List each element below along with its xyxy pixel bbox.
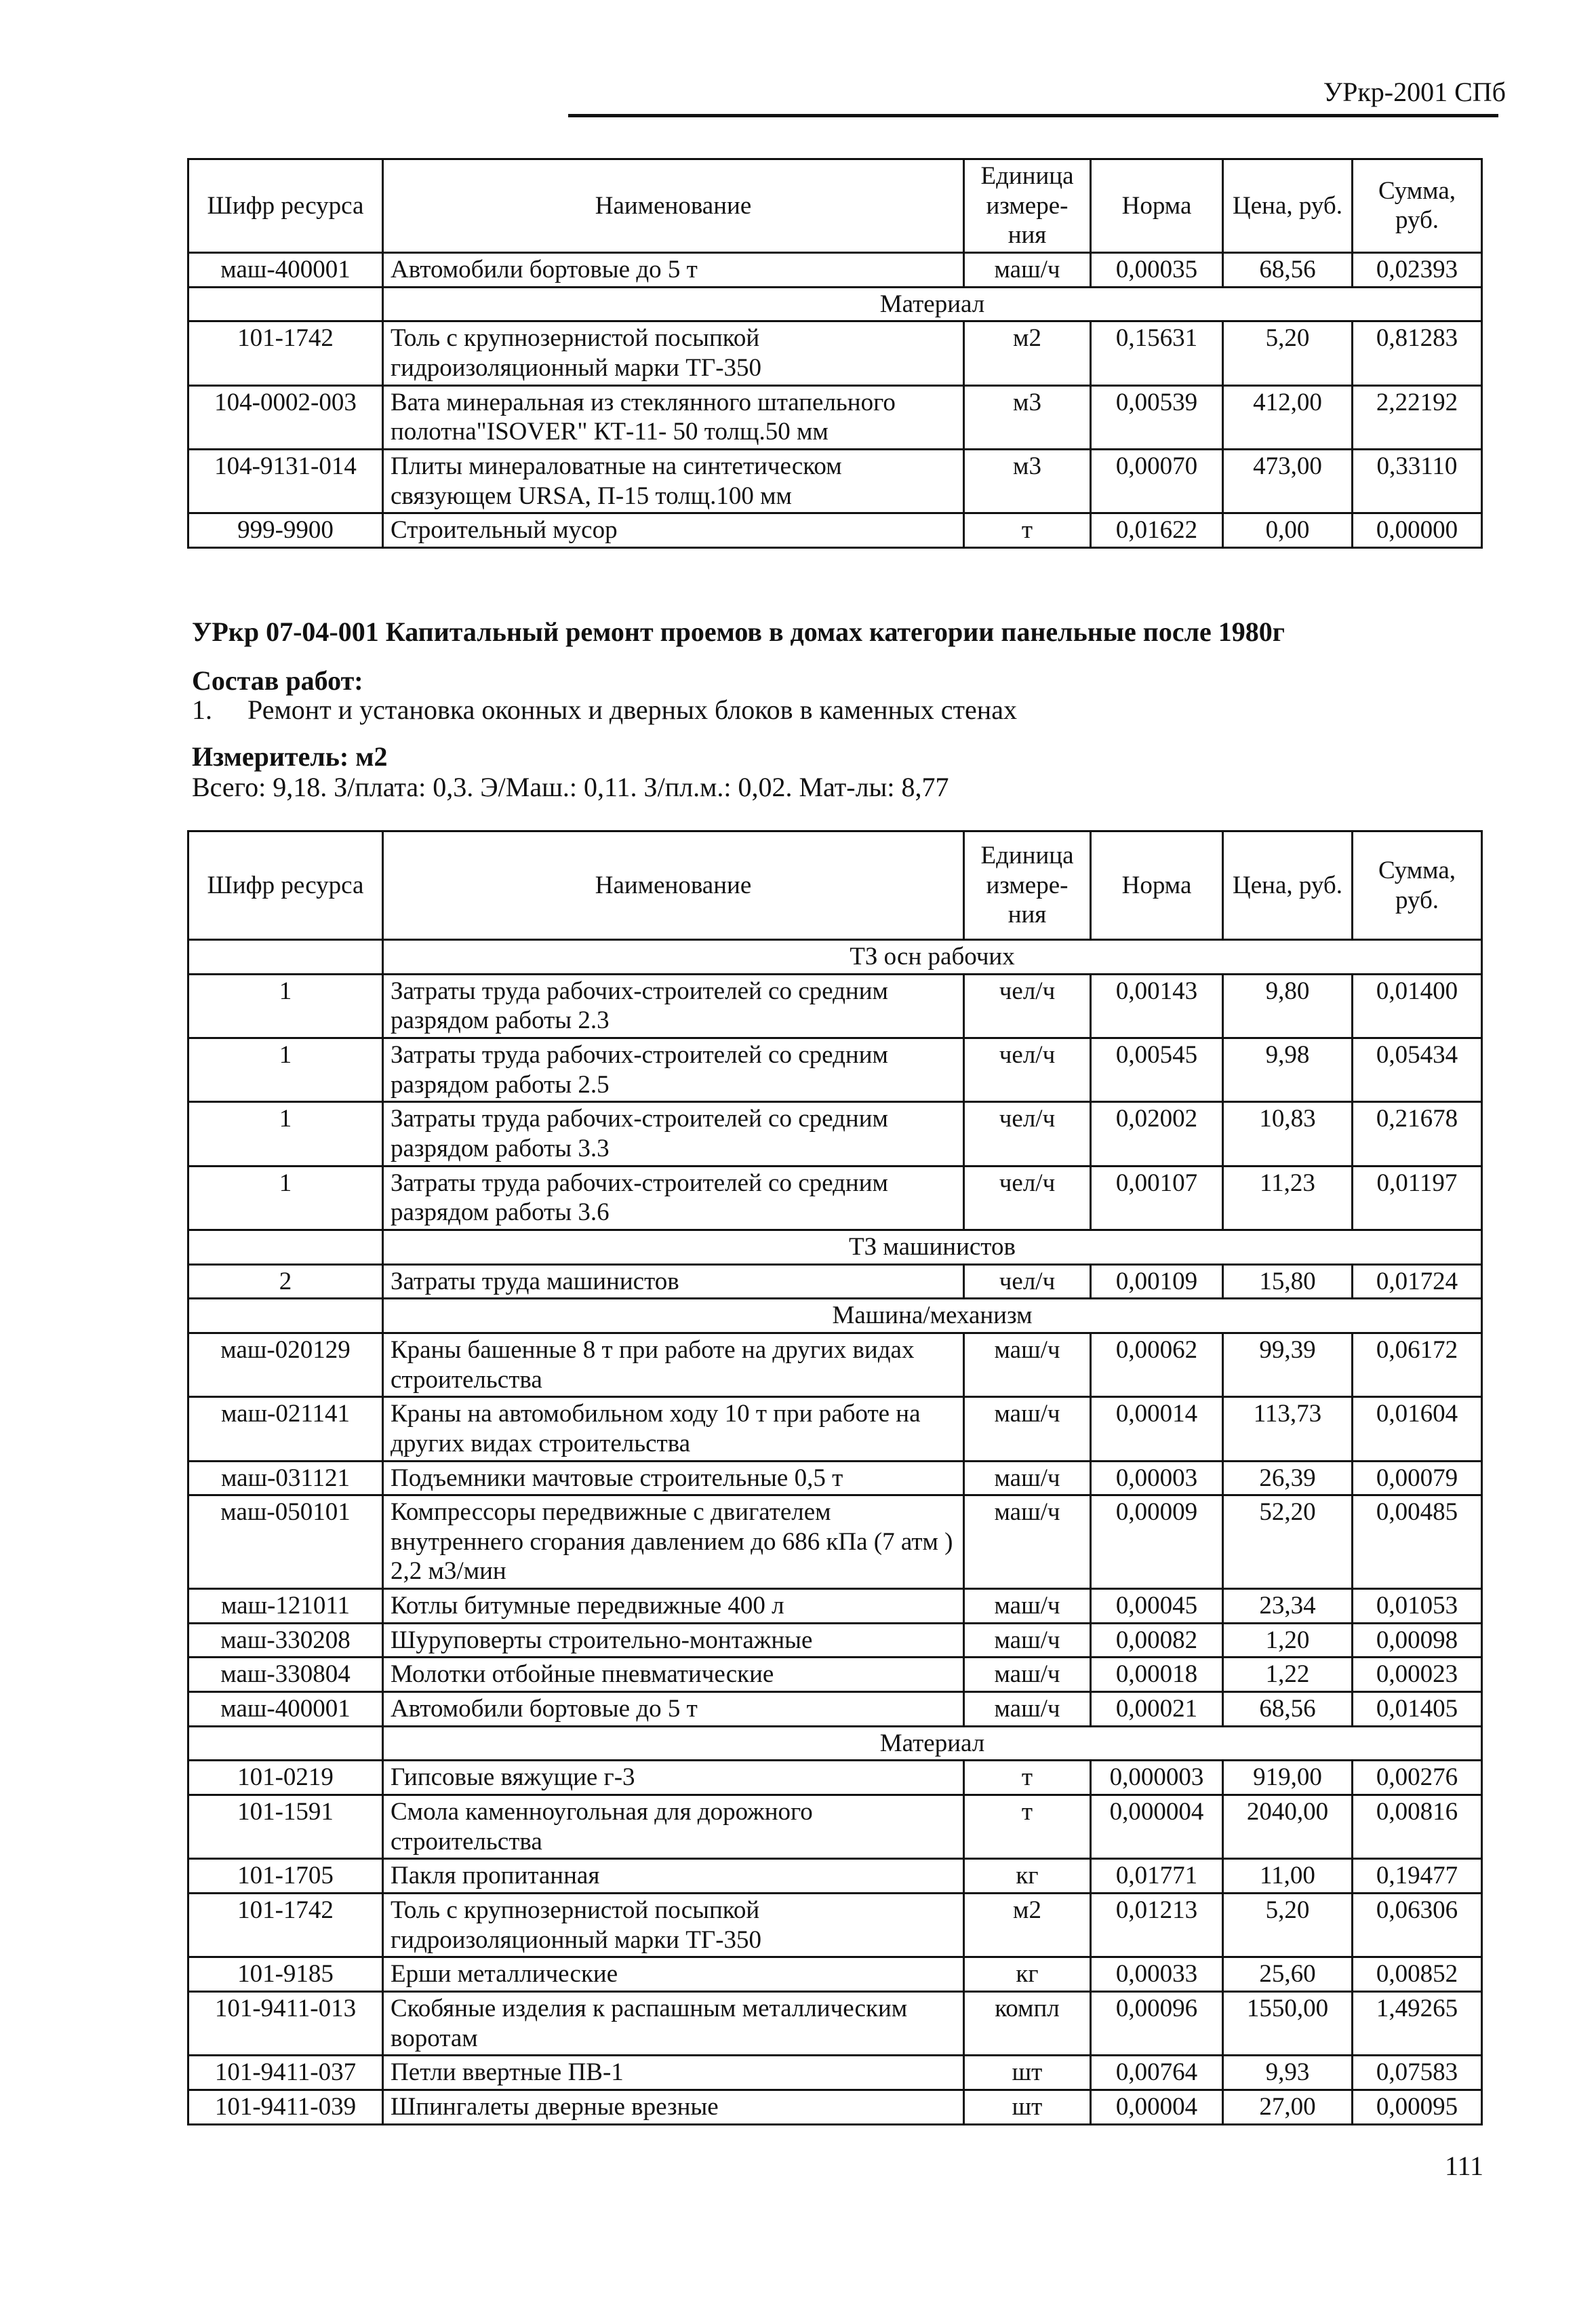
cell-sum: 0,01400 [1353, 974, 1482, 1038]
cell-sum: 0,01053 [1353, 1589, 1482, 1624]
cell-name: Вата минеральная из стеклянного штапельного полотна"ISOVER" КТ-11- 50 толщ.50 мм [383, 385, 964, 449]
table-row [188, 2090, 1482, 2124]
cell-norm: 0,00004 [1091, 2090, 1223, 2124]
col-header-norm: Норма [1091, 159, 1223, 253]
table-row [188, 1264, 1482, 1299]
cell-sum: 2,22192 [1353, 385, 1482, 449]
table-row [188, 1589, 1482, 1624]
cell-code: маш-050101 [188, 1495, 383, 1589]
cell-norm: 0,00033 [1091, 1957, 1223, 1992]
cell-code: маш-121011 [188, 1589, 383, 1624]
cell-norm: 0,00045 [1091, 1589, 1223, 1624]
cell-unit: маш/ч [964, 1333, 1091, 1396]
cell-price: 68,56 [1223, 1692, 1353, 1727]
cell-name: Толь с крупнозернистой посыпкой гидроизоляционный марки ТГ-350 [383, 321, 964, 385]
cell-price: 5,20 [1223, 321, 1353, 385]
cell-price: 1,20 [1223, 1623, 1353, 1658]
cell-name: Затраты труда рабочих-строителей со средним разрядом работы 2.5 [383, 1038, 964, 1101]
cell-sum: 0,00816 [1353, 1795, 1482, 1859]
cell-unit: чел/ч [964, 1166, 1091, 1230]
cell-norm: 0,00003 [1091, 1461, 1223, 1495]
cell-name: Краны на автомобильном ходу 10 т при работе на других видах строительства [383, 1397, 964, 1461]
cell-name: Шпингалеты дверные врезные [383, 2090, 964, 2124]
section-blank-cell [188, 1299, 383, 1333]
cell-code: 101-9411-013 [188, 1992, 383, 2056]
cell-name: Гипсовые вяжущие г-3 [383, 1761, 964, 1795]
cell-unit: м3 [964, 449, 1091, 513]
cell-code: 101-9411-039 [188, 2090, 383, 2124]
cell-price: 26,39 [1223, 1461, 1353, 1495]
cell-name: Плиты минераловатные на синтетическом связующем URSA, П-15 толщ.100 мм [383, 449, 964, 513]
cell-sum: 0,05434 [1353, 1038, 1482, 1101]
cell-unit: компл [964, 1992, 1091, 2056]
cell-unit: м2 [964, 321, 1091, 385]
cell-price: 99,39 [1223, 1333, 1353, 1396]
cell-unit: маш/ч [964, 1495, 1091, 1589]
cell-code: 999-9900 [188, 513, 383, 548]
cell-code: 104-9131-014 [188, 449, 383, 513]
work-item-number: 1. [192, 694, 212, 725]
cell-price: 919,00 [1223, 1761, 1353, 1795]
cell-sum: 0,07583 [1353, 2056, 1482, 2090]
table-row [188, 1795, 1482, 1859]
cell-norm: 0,00009 [1091, 1495, 1223, 1589]
cell-norm: 0,00062 [1091, 1333, 1223, 1396]
work-item [192, 694, 1017, 726]
cell-price: 9,93 [1223, 2056, 1353, 2090]
cell-code: маш-400001 [188, 252, 383, 287]
cell-unit: чел/ч [964, 1102, 1091, 1166]
table-row [188, 385, 1482, 449]
table-row [188, 1623, 1482, 1658]
cell-unit: маш/ч [964, 1589, 1091, 1624]
cell-price: 0,00 [1223, 513, 1353, 548]
col-header-code: Шифр ресурса [188, 159, 383, 253]
table-row [188, 1461, 1482, 1495]
cell-price: 11,23 [1223, 1166, 1353, 1230]
cell-sum: 0,33110 [1353, 449, 1482, 513]
cell-code: 101-9185 [188, 1957, 383, 1992]
cell-name: Котлы битумные передвижные 400 л [383, 1589, 964, 1624]
table-row [188, 252, 1482, 287]
cell-unit: чел/ч [964, 1264, 1091, 1299]
section-title: УРкр 07-04-001 Капитальный ремонт проемов в домах категории панельные после 1980г [192, 616, 1285, 647]
table-row [188, 2056, 1482, 2090]
resource-table-2 [187, 830, 1483, 2125]
cell-norm: 0,01771 [1091, 1859, 1223, 1894]
cell-unit: маш/ч [964, 1397, 1091, 1461]
cell-norm: 0,00764 [1091, 2056, 1223, 2090]
col-header-sum: Сумма, руб. [1353, 831, 1482, 940]
cell-sum: 0,00852 [1353, 1957, 1482, 1992]
cell-code: 1 [188, 1038, 383, 1101]
section-blank-cell [188, 1726, 383, 1761]
cell-norm: 0,000003 [1091, 1761, 1223, 1795]
cell-name: Петли ввертные ПВ-1 [383, 2056, 964, 2090]
cell-norm: 0,00035 [1091, 252, 1223, 287]
col-header-sum: Сумма, руб. [1353, 159, 1482, 253]
page-number: 111 [1445, 2151, 1484, 2181]
cell-norm: 0,15631 [1091, 321, 1223, 385]
cell-sum: 0,00079 [1353, 1461, 1482, 1495]
cell-price: 15,80 [1223, 1264, 1353, 1299]
cell-norm: 0,00021 [1091, 1692, 1223, 1727]
document-code: УРкр-2001 СПб [1323, 77, 1506, 107]
cell-name: Ерши металлические [383, 1957, 964, 1992]
table-row [188, 513, 1482, 548]
cell-name: Краны башенные 8 т при работе на других видах строительства [383, 1333, 964, 1396]
cell-sum: 0,01724 [1353, 1264, 1482, 1299]
cell-norm: 0,01622 [1091, 513, 1223, 548]
cell-unit: маш/ч [964, 252, 1091, 287]
section-row [188, 1230, 1482, 1264]
cell-unit: маш/ч [964, 1692, 1091, 1727]
table-row [188, 1038, 1482, 1101]
cell-norm: 0,00014 [1091, 1397, 1223, 1461]
cell-norm: 0,00107 [1091, 1166, 1223, 1230]
cell-price: 11,00 [1223, 1859, 1353, 1894]
cell-code: 101-1742 [188, 321, 383, 385]
cell-name: Затраты труда рабочих-строителей со средним разрядом работы 3.3 [383, 1102, 964, 1166]
cell-norm: 0,00109 [1091, 1264, 1223, 1299]
cell-name: Толь с крупнозернистой посыпкой гидроизоляционный марки ТГ-350 [383, 1894, 964, 1957]
section-title: ТЗ машинистов [383, 1230, 1482, 1264]
cell-code: маш-020129 [188, 1333, 383, 1396]
cell-unit: чел/ч [964, 1038, 1091, 1101]
cell-sum: 0,06172 [1353, 1333, 1482, 1396]
cell-price: 10,83 [1223, 1102, 1353, 1166]
cell-code: 1 [188, 1102, 383, 1166]
col-header-unit: Единица измере-ния [964, 159, 1091, 253]
cell-unit: м3 [964, 385, 1091, 449]
cell-unit: маш/ч [964, 1623, 1091, 1658]
cell-sum: 0,01405 [1353, 1692, 1482, 1727]
totals-line: Всего: 9,18. З/плата: 0,3. Э/Маш.: 0,11. З/пл.м.: 0,02. Мат-лы: 8,77 [192, 772, 949, 802]
table-row [188, 1166, 1482, 1230]
cell-price: 473,00 [1223, 449, 1353, 513]
section-title: Материал [383, 287, 1482, 321]
cell-code: маш-400001 [188, 1692, 383, 1727]
cell-name: Подъемники мачтовые строительные 0,5 т [383, 1461, 964, 1495]
cell-code: 1 [188, 1166, 383, 1230]
cell-price: 9,98 [1223, 1038, 1353, 1101]
col-header-price: Цена, руб. [1223, 831, 1353, 940]
cell-name: Строительный мусор [383, 513, 964, 548]
cell-sum: 0,19477 [1353, 1859, 1482, 1894]
work-item-text: Ремонт и установка оконных и дверных блоков в каменных стенах [247, 694, 1017, 725]
cell-name: Скобяные изделия к распашным металлическим воротам [383, 1992, 964, 2056]
cell-code: маш-330208 [188, 1623, 383, 1658]
cell-name: Смола каменноугольная для дорожного строительства [383, 1795, 964, 1859]
section-blank-cell [188, 287, 383, 321]
table-row [188, 1495, 1482, 1589]
table-row [188, 449, 1482, 513]
cell-price: 23,34 [1223, 1589, 1353, 1624]
header-rule [568, 114, 1498, 117]
cell-name: Затраты труда машинистов [383, 1264, 964, 1299]
cell-sum: 0,00098 [1353, 1623, 1482, 1658]
cell-name: Молотки отбойные пневматические [383, 1658, 964, 1692]
table-row [188, 321, 1482, 385]
cell-norm: 0,00545 [1091, 1038, 1223, 1101]
cell-unit: т [964, 513, 1091, 548]
section-title: Материал [383, 1726, 1482, 1761]
cell-unit: чел/ч [964, 974, 1091, 1038]
cell-norm: 0,00143 [1091, 974, 1223, 1038]
cell-code: маш-031121 [188, 1461, 383, 1495]
cell-price: 9,80 [1223, 974, 1353, 1038]
table-row [188, 1761, 1482, 1795]
cell-unit: шт [964, 2090, 1091, 2124]
cell-unit: шт [964, 2056, 1091, 2090]
section-row [188, 1726, 1482, 1761]
col-header-unit: Единица измере-ния [964, 831, 1091, 940]
col-header-name: Наименование [383, 831, 964, 940]
cell-price: 68,56 [1223, 252, 1353, 287]
cell-name: Пакля пропитанная [383, 1859, 964, 1894]
section-row [188, 1299, 1482, 1333]
table-row [188, 1692, 1482, 1727]
cell-price: 1550,00 [1223, 1992, 1353, 2056]
cell-sum: 0,00000 [1353, 513, 1482, 548]
section-blank-cell [188, 1230, 383, 1264]
table-row [188, 1957, 1482, 1992]
cell-norm: 0,00539 [1091, 385, 1223, 449]
cell-price: 5,20 [1223, 1894, 1353, 1957]
cell-sum: 0,01604 [1353, 1397, 1482, 1461]
cell-price: 52,20 [1223, 1495, 1353, 1589]
col-header-name: Наименование [383, 159, 964, 253]
section-title: ТЗ осн рабочих [383, 940, 1482, 975]
cell-price: 25,60 [1223, 1957, 1353, 1992]
cell-price: 1,22 [1223, 1658, 1353, 1692]
cell-code: 1 [188, 974, 383, 1038]
col-header-price: Цена, руб. [1223, 159, 1353, 253]
cell-code: 101-0219 [188, 1761, 383, 1795]
table-row [188, 1397, 1482, 1461]
col-header-norm: Норма [1091, 831, 1223, 940]
section-row [188, 287, 1482, 321]
cell-name: Затраты труда рабочих-строителей со средним разрядом работы 2.3 [383, 974, 964, 1038]
cell-unit: маш/ч [964, 1461, 1091, 1495]
cell-sum: 0,01197 [1353, 1166, 1482, 1230]
table-row [188, 1102, 1482, 1166]
section-blank-cell [188, 940, 383, 975]
cell-norm: 0,01213 [1091, 1894, 1223, 1957]
resource-table-1 [187, 158, 1483, 549]
cell-norm: 0,02002 [1091, 1102, 1223, 1166]
table-row [188, 974, 1482, 1038]
cell-code: 101-9411-037 [188, 2056, 383, 2090]
cell-unit: кг [964, 1859, 1091, 1894]
section-title: Машина/механизм [383, 1299, 1482, 1333]
cell-sum: 0,00023 [1353, 1658, 1482, 1692]
cell-unit: т [964, 1795, 1091, 1859]
cell-code: 101-1742 [188, 1894, 383, 1957]
cell-price: 2040,00 [1223, 1795, 1353, 1859]
cell-sum: 0,06306 [1353, 1894, 1482, 1957]
cell-name: Затраты труда рабочих-строителей со средним разрядом работы 3.6 [383, 1166, 964, 1230]
cell-code: 104-0002-003 [188, 385, 383, 449]
cell-norm: 0,00018 [1091, 1658, 1223, 1692]
cell-sum: 0,00485 [1353, 1495, 1482, 1589]
cell-name: Шуруповерты строительно-монтажные [383, 1623, 964, 1658]
cell-price: 412,00 [1223, 385, 1353, 449]
cell-code: 2 [188, 1264, 383, 1299]
table-row [188, 1859, 1482, 1894]
cell-sum: 0,02393 [1353, 252, 1482, 287]
cell-code: 101-1705 [188, 1859, 383, 1894]
cell-unit: т [964, 1761, 1091, 1795]
cell-sum: 0,81283 [1353, 321, 1482, 385]
cell-name: Автомобили бортовые до 5 т [383, 252, 964, 287]
cell-unit: маш/ч [964, 1658, 1091, 1692]
cell-sum: 0,00095 [1353, 2090, 1482, 2124]
col-header-code: Шифр ресурса [188, 831, 383, 940]
cell-price: 113,73 [1223, 1397, 1353, 1461]
cell-norm: 0,00096 [1091, 1992, 1223, 2056]
cell-price: 27,00 [1223, 2090, 1353, 2124]
cell-sum: 1,49265 [1353, 1992, 1482, 2056]
cell-code: маш-330804 [188, 1658, 383, 1692]
cell-sum: 0,00276 [1353, 1761, 1482, 1795]
table-row [188, 1894, 1482, 1957]
meter-label: Измеритель: м2 [192, 741, 388, 772]
cell-code: маш-021141 [188, 1397, 383, 1461]
section-row [188, 940, 1482, 975]
cell-name: Автомобили бортовые до 5 т [383, 1692, 964, 1727]
cell-norm: 0,00082 [1091, 1623, 1223, 1658]
table-row [188, 1658, 1482, 1692]
cell-code: 101-1591 [188, 1795, 383, 1859]
cell-unit: м2 [964, 1894, 1091, 1957]
cell-name: Компрессоры передвижные с двигателем внутреннего сгорания давлением до 686 кПа (7 атм ) 2,2 м3/мин [383, 1495, 964, 1589]
cell-sum: 0,21678 [1353, 1102, 1482, 1166]
cell-norm: 0,000004 [1091, 1795, 1223, 1859]
work-composition-label: Состав работ: [192, 665, 363, 696]
table-row [188, 1992, 1482, 2056]
cell-norm: 0,00070 [1091, 449, 1223, 513]
table-row [188, 1333, 1482, 1396]
cell-unit: кг [964, 1957, 1091, 1992]
